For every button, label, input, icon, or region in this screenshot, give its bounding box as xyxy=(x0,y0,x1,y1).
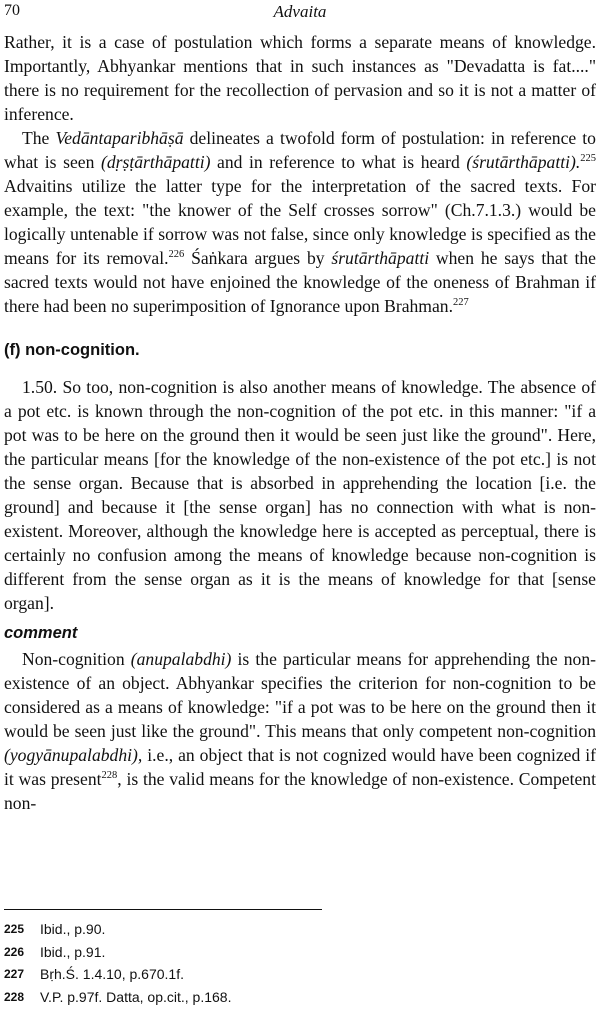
footnote-text: Ibid., p.90. xyxy=(40,921,106,937)
footnote-number: 227 xyxy=(4,967,25,981)
italic-term: (dṛṣṭārthāpatti) xyxy=(100,152,211,172)
footnote-number: 226 xyxy=(4,944,25,959)
paragraph-4 xyxy=(4,647,596,815)
footnote-text: Bṛh.Ś. 1.4.10, p.670.1f. xyxy=(40,966,184,982)
page-body xyxy=(4,30,596,815)
page-number: 70 xyxy=(4,2,20,19)
footnote-ref-225[interactable]: 225 xyxy=(580,153,596,165)
italic-term: (śrutārthāpatti). xyxy=(466,152,581,172)
italic-term: śrutārthāpatti xyxy=(331,248,430,268)
text-span: i.e., an object that is not cognized would have been cognized if it was present xyxy=(4,745,596,789)
italic-term: (anupalabdhi) xyxy=(130,649,232,669)
footnote-number: 225 xyxy=(4,922,25,936)
text-span: Advaitins utilize the latter type for the interpretation of the sacred texts. For example, the text: "the knower of the Self crosses sorrow" (Ch.7.1.3.) would be logically untenable if sorrow was not false, since only knowledge is specified as the means for its removal. xyxy=(4,176,596,268)
footnotes xyxy=(4,918,596,1008)
page-header xyxy=(0,2,600,26)
section-heading-f: (f) non-cognition. xyxy=(4,341,140,359)
footnote-item xyxy=(4,941,596,964)
footnote-item xyxy=(4,986,596,1009)
footnote-ref-227[interactable]: 227 xyxy=(453,297,469,309)
footnote-item xyxy=(4,963,596,986)
text-span: , is the valid means for the knowledge of non-existence. Competent non- xyxy=(4,769,596,813)
comment-heading: comment xyxy=(4,624,78,642)
paragraph-1: Rather, it is a case of postulation which forms a separate means of knowledge. Importantly, Abhyankar mentions that in such instances as "Devadatta is fat...." there is no requirement for the recollection of pervasion and so it is not a matter of inference. xyxy=(4,32,596,124)
footnote-text: Ibid., p.91. xyxy=(40,943,106,960)
italic-term: Vedāntaparibhāṣā xyxy=(55,128,184,148)
paragraph-3: 1.50. So too, non-cognition is also another means of knowledge. The absence of a pot etc. is known through the non-cognition of the pot etc. in this manner: "if a pot was to be here on the ground then it would be seen just like the ground". Here, the particular means [for the knowledge of the non-existence of the pot etc.] is not the sense organ. Because that is absorbed in apprehending the location [i.e. the ground] and because it [the sense organ] has no connection with what is non-existent. Moreover, although the knowledge here is accepted as perceptual, there is certainly no confusion among the means of knowledge because non-cognition is different from the sense organ as it is the means of knowledge for that [sense organ]. xyxy=(4,377,596,613)
italic-term: (yogyānupalabdhi), xyxy=(4,745,143,765)
text-span: and in reference to what is heard xyxy=(210,152,467,172)
footnote-number: 228 xyxy=(4,989,25,1004)
footnote-text: V.P. p.97f. Datta, op.cit., p.168. xyxy=(40,988,232,1005)
text-span: Śaṅkara argues by xyxy=(184,248,332,268)
footnote-ref-228[interactable]: 228 xyxy=(101,770,118,782)
text-span: is the particular means for apprehending the non-existence of an object. Abhyankar specifies the criterion for non-cognition to be considered as a means of knowledge: "if a pot was to be here on the ground then it would be seen just like the ground". This means that only competent non-cognition xyxy=(4,649,597,741)
text-span: Non-cognition xyxy=(22,649,131,669)
footnote-ref-226[interactable]: 226 xyxy=(168,249,185,261)
running-title: Advaita xyxy=(273,2,327,21)
text-span: when he says that the sacred texts would not have enjoined the knowledge of the oneness of Brahman if there had been no superimposition of Ignorance upon Brahman. xyxy=(4,248,596,316)
footnote-divider xyxy=(4,909,322,910)
paragraph-2 xyxy=(4,126,596,318)
text-span: The xyxy=(22,128,56,148)
footnote-item xyxy=(4,918,596,941)
text-span: delineates a twofold form of postulation: in reference to what is seen xyxy=(4,128,596,172)
